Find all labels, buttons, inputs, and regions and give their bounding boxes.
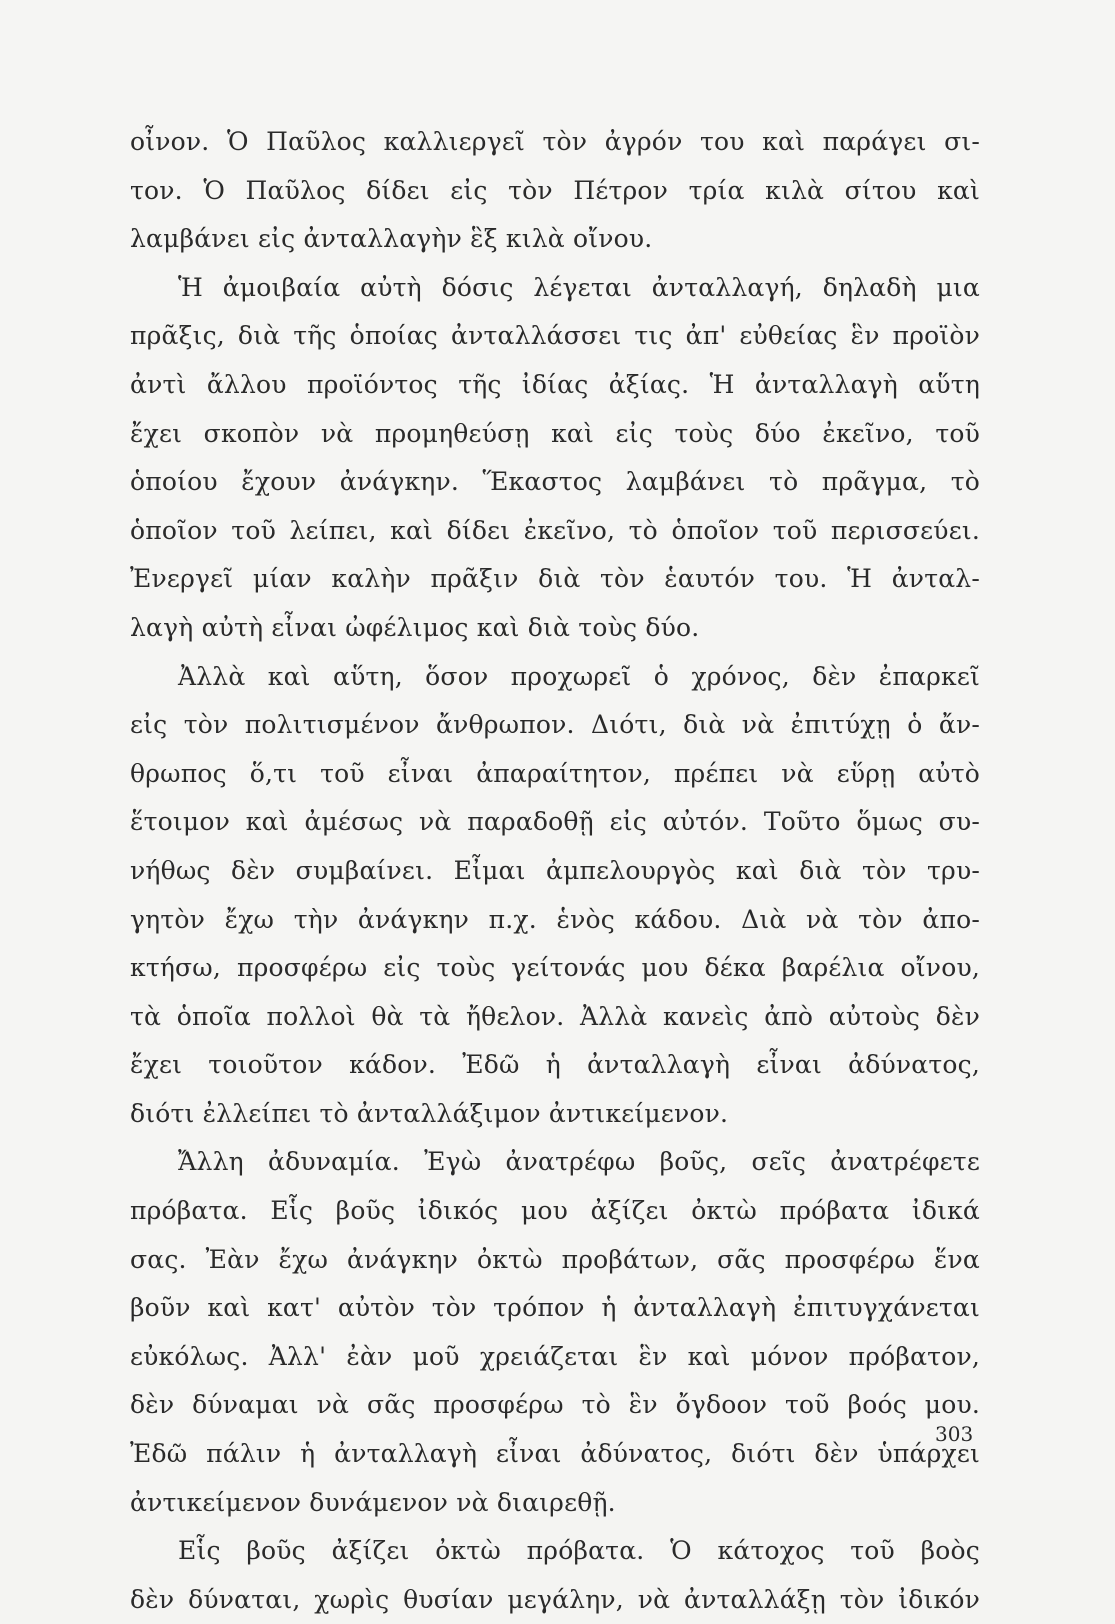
- text-line: εἰς τὸν πολιτισμένον ἄνθρωπον. Διότι, διὰ νὰ ἐπιτύχῃ ὁ ἄν-: [130, 710, 980, 740]
- body-text: [130, 118, 980, 1624]
- text-line: θρωπος ὅ,τι τοῦ εἶναι ἀπαραίτητον, πρέπει νὰ εὕρῃ αὐτὸ: [130, 758, 980, 788]
- text-line: ὁποῖον τοῦ λείπει, καὶ δίδει ἐκεῖνο, τὸ ὁποῖον τοῦ περισσεύει.: [130, 515, 980, 545]
- text-line: ἀντὶ ἄλλου προϊόντος τῆς ἰδίας ἀξίας. Ἡ ἀνταλλαγὴ αὕτη: [130, 369, 980, 399]
- text-line: Ἐδῶ πάλιν ἡ ἀνταλλαγὴ εἶναι ἀδύνατος, διότι δὲν ὑπάρχει: [130, 1439, 980, 1469]
- text-line: Ἡ ἀμοιβαία αὐτὴ δόσις λέγεται ἀνταλλαγή, δηλαδὴ μια: [178, 272, 980, 302]
- text-line: λαγὴ αὐτὴ εἶναι ὠφέλιμος καὶ διὰ τοὺς δύο.: [130, 612, 700, 642]
- text-line: Εἷς βοῦς ἀξίζει ὀκτὼ πρόβατα. Ὁ κάτοχος τοῦ βοὸς: [178, 1536, 980, 1566]
- text-line: νήθως δὲν συμβαίνει. Εἶμαι ἀμπελουργὸς καὶ διὰ τὸν τρυ-: [130, 855, 980, 885]
- text-line: πρᾶξις, διὰ τῆς ὁποίας ἀνταλλάσσει τις ἀπ' εὐθείας ἓν προϊὸν: [130, 321, 980, 351]
- text-line: βοῦν καὶ κατ' αὐτὸν τὸν τρόπον ἡ ἀνταλλαγὴ ἐπιτυγχάνεται: [130, 1293, 980, 1323]
- text-line: τον. Ὁ Παῦλος δίδει εἰς τὸν Πέτρον τρία κιλὰ σίτου καὶ: [130, 175, 980, 205]
- text-line: ἔχει τοιοῦτον κάδον. Ἐδῶ ἡ ἀνταλλαγὴ εἶναι ἀδύνατος,: [130, 1050, 980, 1080]
- text-line: οἶνον. Ὁ Παῦλος καλλιεργεῖ τὸν ἀγρόν του καὶ παράγει σι-: [130, 127, 980, 156]
- page-number: 303: [935, 1422, 974, 1446]
- text-line: ἔχει σκοπὸν νὰ προμηθεύσῃ καὶ εἰς τοὺς δύο ἐκεῖνο, τοῦ: [130, 418, 980, 448]
- text-line: ἀντικείμενον δυνάμενον νὰ διαιρεθῇ.: [130, 1487, 616, 1517]
- text-line: διότι ἐλλείπει τὸ ἀνταλλάξιμον ἀντικείμενον.: [130, 1098, 729, 1128]
- text-line: ἕτοιμον καὶ ἀμέσως νὰ παραδοθῇ εἰς αὐτόν. Τοῦτο ὅμως συ-: [130, 807, 980, 837]
- text-line: Ἀλλὰ καὶ αὕτη, ὅσον προχωρεῖ ὁ χρόνος, δὲν ἐπαρκεῖ: [178, 661, 980, 691]
- text-line: εὐκόλως. Ἀλλ' ἐὰν μοῦ χρειάζεται ἓν καὶ μόνον πρόβατον,: [130, 1341, 980, 1371]
- text-line: Ἐνεργεῖ μίαν καλὴν πρᾶξιν διὰ τὸν ἑαυτόν του. Ἡ ἀνταλ-: [130, 564, 980, 594]
- text-line: δὲν δύναμαι νὰ σᾶς προσφέρω τὸ ἓν ὄγδοον τοῦ βοός μου.: [130, 1390, 980, 1420]
- text-line: σας. Ἐὰν ἔχω ἀνάγκην ὀκτὼ προβάτων, σᾶς προσφέρω ἕνα: [130, 1244, 980, 1274]
- text-line: πρόβατα. Εἷς βοῦς ἰδικός μου ἀξίζει ὀκτὼ πρόβατα ἰδικά: [130, 1196, 980, 1226]
- text-line: Ἄλλη ἀδυναμία. Ἐγὼ ἀνατρέφω βοῦς, σεῖς ἀνατρέφετε: [178, 1147, 980, 1177]
- text-line: ὁποίου ἔχουν ἀνάγκην. Ἕκαστος λαμβάνει τὸ πρᾶγμα, τὸ: [130, 467, 980, 497]
- text-line: λαμβάνει εἰς ἀνταλλαγὴν ἓξ κιλὰ οἴνου.: [130, 224, 653, 254]
- text-line: κτήσω, προσφέρω εἰς τοὺς γείτονάς μου δέκα βαρέλια οἴνου,: [130, 953, 980, 983]
- text-line: τὰ ὁποῖα πολλοὶ θὰ τὰ ἤθελον. Ἀλλὰ κανεὶς ἀπὸ αὐτοὺς δὲν: [130, 1001, 980, 1031]
- text-line: γητὸν ἔχω τὴν ἀνάγκην π.χ. ἑνὸς κάδου. Διὰ νὰ τὸν ἀπο-: [130, 904, 980, 934]
- text-line: δὲν δύναται, χωρὶς θυσίαν μεγάλην, νὰ ἀνταλλάξῃ τὸν ἰδικόν: [130, 1584, 980, 1614]
